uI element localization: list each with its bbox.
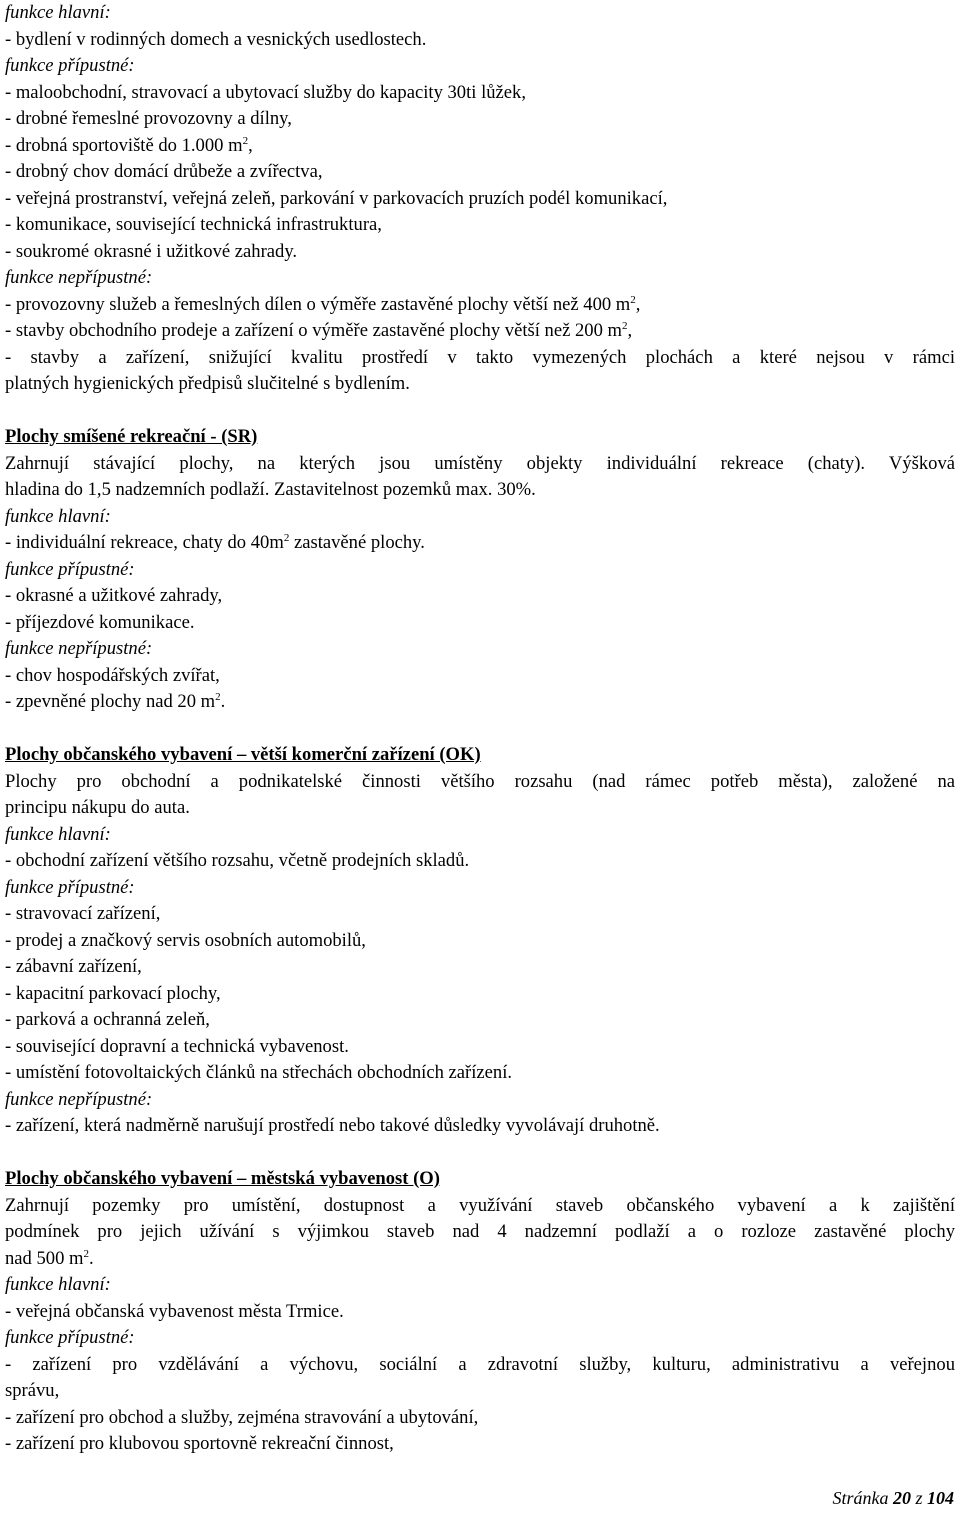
- function-label-main: funkce hlavní:: [5, 1274, 111, 1295]
- list-item: - stravovací zařízení,: [5, 903, 161, 924]
- function-label-forbidden: funkce nepřípustné:: [5, 1088, 153, 1110]
- list-item-text: - individuální rekreace, chaty do 40m: [5, 532, 284, 553]
- list-item: - zařízení, která nadměrně narušují prostředí nebo takové důsledky vyvolávají druhotně.: [5, 1115, 660, 1136]
- list-item: - příjezdové komunikace.: [5, 611, 195, 633]
- list-item: - zařízení pro vzdělávání a výchovu, sociální a zdravotní služby, kulturu, administrativu a veřejnou: [5, 1353, 955, 1375]
- function-label-main: funkce hlavní:: [5, 2, 111, 23]
- list-item: - chov hospodářských zvířat,: [5, 664, 220, 686]
- list-item: - zábavní zařízení,: [5, 956, 142, 977]
- list-item-continuation: platných hygienických předpisů slučitelné s bydlením.: [5, 373, 410, 394]
- spacer: [5, 398, 955, 425]
- list-item-text: ,: [627, 320, 633, 341]
- superscript: 2: [215, 691, 221, 703]
- list-item: [5, 133, 955, 160]
- list-item-text: - stavby obchodního prodeje a zařízení o výměře zastavěné plochy větší než 200 m: [5, 320, 622, 341]
- list-item: [5, 318, 955, 345]
- list-item: - veřejná prostranství, veřejná zeleň, parkování v parkovacích pruzích podél komunikací,: [5, 187, 668, 209]
- list-item: - související dopravní a technická vybavenost.: [5, 1035, 349, 1057]
- function-label-permitted: funkce přípustné:: [5, 876, 135, 898]
- list-item: - umístění fotovoltaických článků na střechách obchodních zařízení.: [5, 1062, 513, 1083]
- list-item-text: - zpevněné plochy nad 20 m: [5, 691, 216, 712]
- superscript: 2: [622, 320, 628, 332]
- list-item-continuation: správu,: [5, 1380, 60, 1401]
- function-label-forbidden: funkce nepřípustné:: [5, 638, 153, 659]
- list-item: - komunikace, související technická infrastruktura,: [5, 214, 382, 235]
- paragraph-text: .: [89, 1247, 94, 1269]
- list-item: - maloobchodní, stravovací a ubytovací služby do kapacity 30ti lůžek,: [5, 81, 526, 103]
- paragraph-line: podmínek pro jejich užívání s výjimkou staveb nad 4 nadzemní podlaží a o rozloze zastavěné plochy: [5, 1221, 955, 1242]
- list-item: - obchodní zařízení většího rozsahu, včetně prodejních skladů.: [5, 850, 470, 871]
- list-item-text: - provozovny služeb a řemeslných dílen o výměře zastavěné plochy větší než 400 m: [5, 293, 631, 315]
- superscript: 2: [242, 134, 249, 147]
- list-item: - stavby a zařízení, snižující kvalitu prostředí v takto vymezených plochách a které nejsou v rámci: [5, 346, 955, 368]
- page-separator: z: [910, 1488, 927, 1508]
- section-heading-ok: Plochy občanského vybavení – větší komerční zařízení (OK): [5, 744, 481, 765]
- paragraph-line: Zahrnují pozemky pro umístění, dostupnost a využívání staveb občanského vybavení a k zajištění: [5, 1194, 955, 1216]
- function-label-permitted: funkce přípustné:: [5, 558, 135, 580]
- function-label-main: funkce hlavní:: [5, 505, 111, 527]
- list-item: - zařízení pro klubovou sportovně rekreační činnost,: [5, 1433, 394, 1454]
- superscript: 2: [283, 532, 290, 544]
- list-item: - drobné řemeslné provozovny a dílny,: [5, 108, 292, 129]
- paragraph-line: Zahrnují stávající plochy, na kterých jsou umístěny objekty individuální rekreace (chaty). Výšková: [5, 452, 955, 474]
- list-item: - bydlení v rodinných domech a vesnických usedlostech.: [5, 28, 427, 50]
- list-item-text: .: [220, 691, 226, 712]
- total-pages: 104: [927, 1488, 954, 1508]
- paragraph-line: principu nákupu do auta.: [5, 797, 190, 818]
- list-item: - parková a ochranná zeleň,: [5, 1009, 210, 1030]
- list-item-text: - drobná sportoviště do 1.000 m: [5, 134, 243, 156]
- list-item-text: ,: [248, 134, 253, 156]
- function-label-main: funkce hlavní:: [5, 823, 111, 845]
- list-item-text: ,: [635, 293, 641, 315]
- function-label-permitted: funkce přípustné:: [5, 1327, 135, 1348]
- function-label-permitted: funkce přípustné:: [5, 55, 135, 76]
- section-heading-o: Plochy občanského vybavení – městská vybavenost (O): [5, 1168, 440, 1189]
- list-item: - zařízení pro obchod a služby, zejména stravování a ubytování,: [5, 1406, 479, 1428]
- document-page: [5, 0, 955, 1458]
- paragraph-text: nad 500 m: [5, 1247, 84, 1269]
- spacer: [5, 716, 955, 743]
- list-item: - drobný chov domácí drůbeže a zvířectva,: [5, 161, 323, 182]
- list-item: [5, 530, 955, 557]
- paragraph-line: Plochy pro obchodní a podnikatelské činnosti většího rozsahu (nad rámec potřeb města), založené na: [5, 770, 955, 792]
- paragraph-line: hladina do 1,5 nadzemních podlaží. Zastavitelnost pozemků max. 30%.: [5, 479, 536, 500]
- section-heading-sr: Plochy smíšené rekreační - (SR): [5, 426, 258, 447]
- page-prefix: Stránka: [832, 1488, 893, 1508]
- spacer: [5, 1140, 955, 1167]
- superscript: 2: [630, 293, 636, 306]
- paragraph-line: [5, 1246, 955, 1273]
- list-item: - kapacitní parkovací plochy,: [5, 982, 221, 1004]
- list-item: [5, 292, 955, 319]
- superscript: 2: [83, 1247, 89, 1260]
- page-number-footer: [832, 1487, 954, 1509]
- function-label-forbidden: funkce nepřípustné:: [5, 267, 153, 288]
- list-item-text: zastavěné plochy.: [289, 532, 425, 553]
- current-page: 20: [892, 1488, 911, 1508]
- list-item: - soukromé okrasné i užitkové zahrady.: [5, 240, 298, 262]
- list-item: - okrasné a užitkové zahrady,: [5, 585, 223, 606]
- list-item: - prodej a značkový servis osobních automobilů,: [5, 929, 366, 951]
- list-item: - veřejná občanská vybavenost města Trmice.: [5, 1300, 344, 1322]
- list-item: [5, 689, 955, 716]
